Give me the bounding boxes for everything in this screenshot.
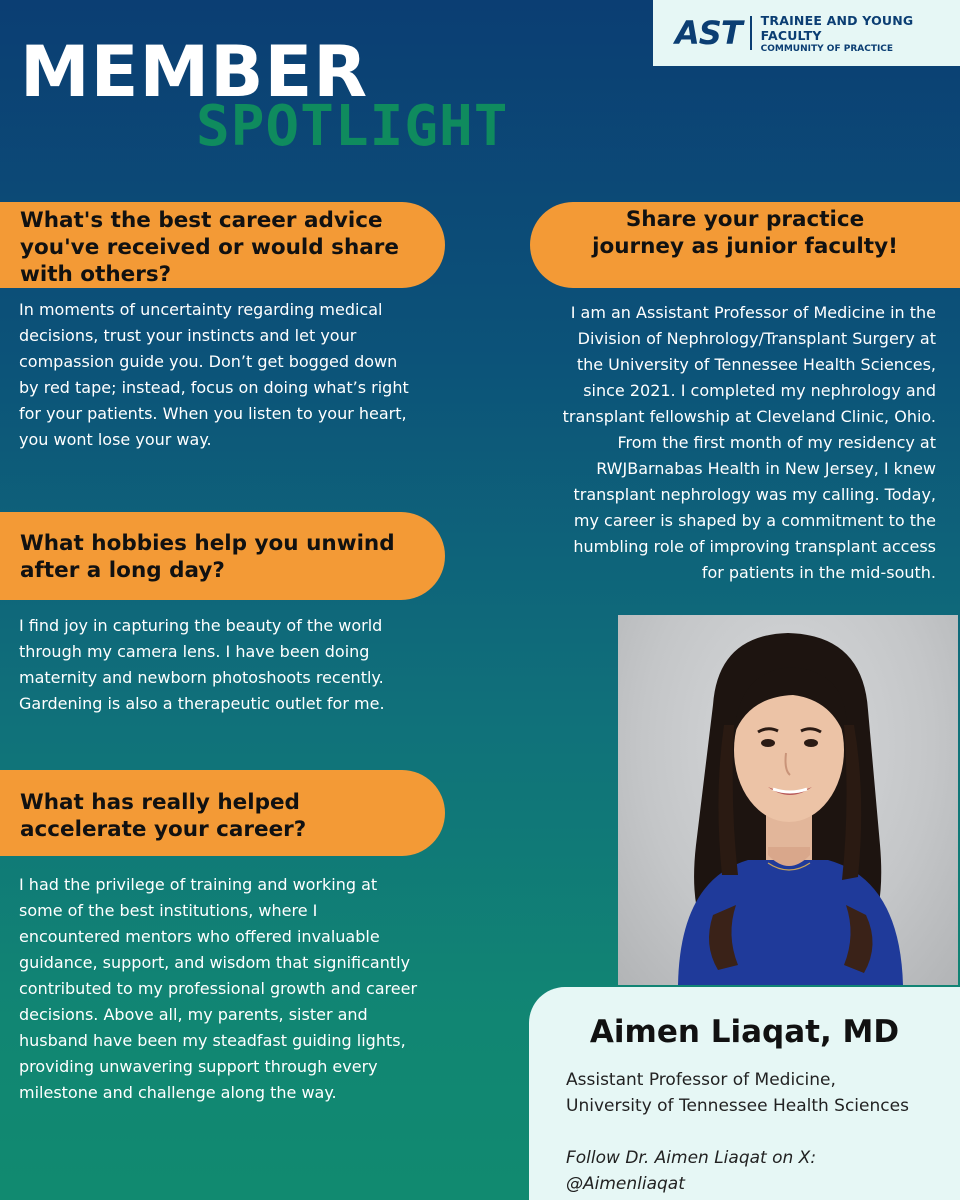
answer-career-advice: In moments of uncertainty regarding medical decisions, trust your instincts and let your compassion guide you. Don’t get bogged down by red tape; instead, focus on doing what’s right for your patients. When you listen to your heart, you wont lose your way. [19, 300, 409, 449]
answer-practice-journey: I am an Assistant Professor of Medicine in the Division of Nephrology/Transplant Surgery at the University of Tennessee Health Sciences, since 2021. I completed my nephrology and transplant fellowship at Cleveland Clinic, Ohio. From the first month of my residency at RWJBarnabas Health in New Jersey, I knew transplant nephrology was my calling. Today, my career is shaped by a commitment to the humbling role of improving transplant access for patients in the mid-south. [562, 303, 936, 582]
question-career-acceleration: What has really helped accelerate your career? [0, 770, 445, 856]
logo-line-2: COMMUNITY OF PRACTICE [760, 43, 894, 54]
answer-hobbies: I find joy in capturing the beauty of the world through my camera lens. I have been doing maternity and newborn photoshoots recently. Gardening is also a therapeutic outlet for me. [19, 616, 385, 713]
question-hobbies: What hobbies help you unwind after a long day? [0, 512, 445, 600]
profile-photo [618, 615, 958, 985]
profile-x-handle[interactable]: @Aimenliaqat [566, 1174, 685, 1194]
profile-role-line-2: University of Tennessee Health Sciences [566, 1096, 909, 1116]
question-career-advice: What's the best career advice you've received or would share with others? [0, 202, 445, 288]
profile-follow-line-1: Follow Dr. Aimen Liaqat on X: [566, 1148, 817, 1168]
profile-follow [566, 1145, 956, 1197]
portrait-illustration [618, 615, 958, 985]
title-member: MEMBER [20, 31, 369, 113]
answer-career-acceleration: I had the privilege of training and working at some of the best institutions, where I encountered mentors who offered invaluable guidance, support, and wisdom that significantly contributed to my professional growth and career decisions. Above all, my parents, sister and husband have been my steadfast guiding lights, providing unwavering support through every milestone and challenge along the way. [19, 875, 418, 1102]
logo-text [761, 13, 960, 54]
profile-role [566, 1067, 956, 1119]
logo-line-1: TRAINEE AND YOUNG FACULTY [760, 12, 914, 43]
profile-name: Aimen Liaqat, MD [589, 1014, 900, 1050]
question-practice-journey: Share your practice journey as junior faculty! [530, 202, 960, 288]
ast-logo-mark: AST [675, 16, 752, 50]
title-spotlight: SPOTLIGHT [196, 94, 509, 159]
profile-role-line-1: Assistant Professor of Medicine, [566, 1070, 836, 1090]
ast-logo [653, 0, 960, 66]
profile-card [529, 987, 960, 1200]
